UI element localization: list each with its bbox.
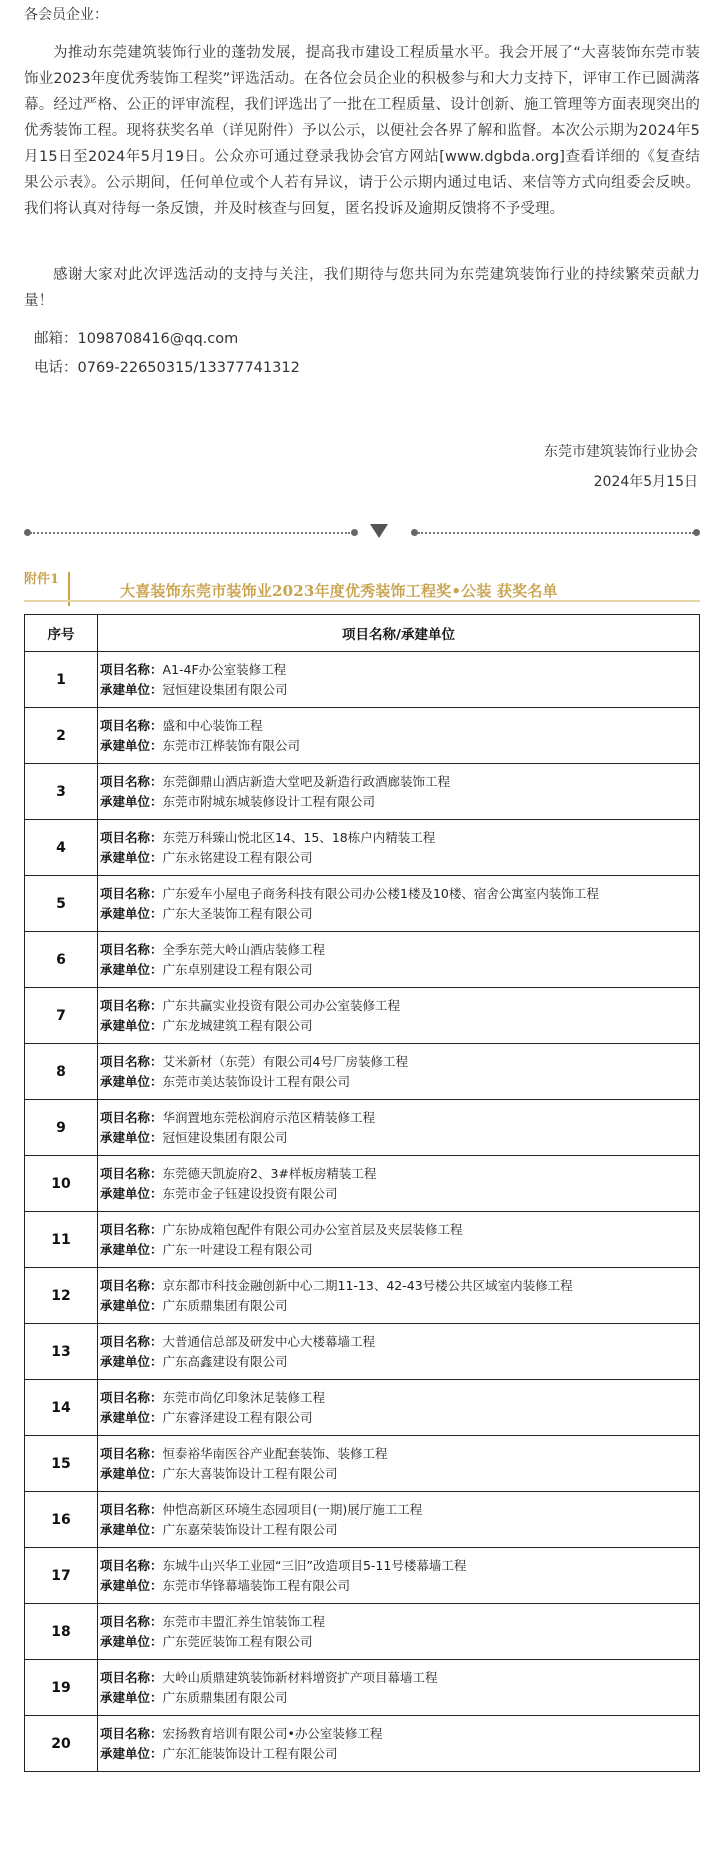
builder-name: 广东质鼎集团有限公司 [162, 1689, 288, 1705]
project-label: 项目名称： [100, 1053, 163, 1069]
row-number: 14 [25, 1380, 98, 1436]
builder-line [100, 904, 699, 924]
project-name: 盛和中心装饰工程 [162, 717, 263, 733]
builder-label: 承建单位： [100, 1465, 163, 1481]
builder-label: 承建单位： [100, 1241, 163, 1257]
builder-name: 东莞市美达装饰设计工程有限公司 [162, 1073, 351, 1089]
builder-line [100, 1240, 699, 1260]
row-info [98, 876, 700, 932]
project-line [100, 1668, 699, 1688]
table-row [25, 708, 700, 764]
builder-line [100, 736, 699, 756]
row-info [98, 1100, 700, 1156]
builder-name: 冠恒建设集团有限公司 [162, 1129, 288, 1145]
row-number: 2 [25, 708, 98, 764]
annex-title: 大喜装饰东莞市装饰业2023年度优秀装饰工程奖•公装 获奖名单 [120, 582, 558, 600]
notice-paragraph-1: 为推动东莞建筑装饰行业的蓬勃发展，提高我市建设工程质量水平。我会开展了“大喜装饰东莞市装饰业2023年度优秀装饰工程奖”评选活动。在各位会员企业的积极参与和大力支持下，评审工作已圆满落幕。经过严格、公正的评审流程，我们评选出了一批在工程质量、设计创新、施工管理等方面表现突出的优秀装饰工程。现将获奖名单（详见附件）予以公示，以便社会各界了解和监督。本次公示期为2024年5月15日至2024年5月19日。公众亦可通过登录我协会官方网站[www.dgbda.org]查看详细的《复查结果公示表》。公示期间，任何单位或个人若有异议，请于公示期内通过电话、来信等方式向组委会反映。我们将认真对待每一条反馈，并及时核查与回复，匿名投诉及逾期反馈将不予受理。 [24, 45, 700, 217]
row-number: 20 [25, 1716, 98, 1772]
builder-label: 承建单位： [100, 1129, 163, 1145]
project-name: 东莞德天凯旋府2、3#样板房精装工程 [162, 1165, 377, 1181]
row-info [98, 1436, 700, 1492]
builder-line [100, 1296, 699, 1316]
project-line [100, 1612, 699, 1632]
row-info [98, 1380, 700, 1436]
project-label: 项目名称： [100, 717, 163, 733]
builder-name: 广东大圣装饰工程有限公司 [162, 905, 313, 921]
builder-label: 承建单位： [100, 1633, 163, 1649]
table-row [25, 1268, 700, 1324]
project-line [100, 716, 699, 736]
builder-line [100, 848, 699, 868]
project-name: 恒泰裕华南医谷产业配套装饰、装修工程 [162, 1445, 388, 1461]
row-info [98, 820, 700, 876]
builder-name: 广东睿泽建设工程有限公司 [162, 1409, 313, 1425]
table-row [25, 1548, 700, 1604]
builder-name: 广东高鑫建设有限公司 [162, 1353, 288, 1369]
project-label: 项目名称： [100, 773, 163, 789]
down-arrow-icon [370, 524, 388, 538]
row-info [98, 1324, 700, 1380]
contact-phone: 电话：0769-22650315/13377741312 [34, 360, 300, 376]
row-number: 8 [25, 1044, 98, 1100]
table-row [25, 1100, 700, 1156]
builder-name: 广东汇能装饰设计工程有限公司 [162, 1745, 338, 1761]
project-line [100, 996, 699, 1016]
builder-name: 东莞市附城东城装修设计工程有限公司 [162, 793, 376, 809]
builder-label: 承建单位： [100, 793, 163, 809]
project-line [100, 1724, 699, 1744]
builder-label: 承建单位： [100, 1297, 163, 1313]
project-line [100, 1108, 699, 1128]
row-info [98, 1604, 700, 1660]
table-row [25, 1324, 700, 1380]
builder-name: 广东大喜装饰设计工程有限公司 [162, 1465, 338, 1481]
project-label: 项目名称： [100, 1669, 163, 1685]
project-line [100, 1220, 699, 1240]
row-number: 18 [25, 1604, 98, 1660]
row-info [98, 1492, 700, 1548]
project-line [100, 1332, 699, 1352]
row-info [98, 1212, 700, 1268]
project-label: 项目名称： [100, 1501, 163, 1517]
project-name: 大岭山质鼎建筑装饰新材料增资扩产项目幕墙工程 [162, 1669, 438, 1685]
header-project: 项目名称/承建单位 [98, 615, 700, 652]
row-number: 6 [25, 932, 98, 988]
row-info [98, 764, 700, 820]
builder-name: 广东一叶建设工程有限公司 [162, 1241, 313, 1257]
table-row [25, 1380, 700, 1436]
project-label: 项目名称： [100, 1333, 163, 1349]
row-number: 11 [25, 1212, 98, 1268]
table-row [25, 988, 700, 1044]
project-line [100, 1164, 699, 1184]
table-row [25, 932, 700, 988]
project-name: 广东爱车小屋电子商务科技有限公司办公楼1楼及10楼、宿舍公寓室内装饰工程 [162, 885, 599, 901]
row-number: 3 [25, 764, 98, 820]
row-number: 10 [25, 1156, 98, 1212]
builder-label: 承建单位： [100, 1409, 163, 1425]
row-info [98, 1716, 700, 1772]
row-info [98, 1548, 700, 1604]
builder-line [100, 1688, 699, 1708]
project-line [100, 1556, 699, 1576]
table-row [25, 1492, 700, 1548]
project-name: 东莞御鼎山酒店新造大堂吧及新造行政酒廊装饰工程 [162, 773, 451, 789]
project-label: 项目名称： [100, 1109, 163, 1125]
row-number: 13 [25, 1324, 98, 1380]
builder-label: 承建单位： [100, 737, 163, 753]
builder-label: 承建单位： [100, 1521, 163, 1537]
builder-line [100, 1016, 699, 1036]
project-name: 仲恺高新区环境生态园项目(一期)展厅施工工程 [162, 1501, 423, 1517]
row-number: 16 [25, 1492, 98, 1548]
project-line [100, 828, 699, 848]
table-row [25, 1604, 700, 1660]
builder-line [100, 792, 699, 812]
row-info [98, 1044, 700, 1100]
project-label: 项目名称： [100, 1445, 163, 1461]
project-label: 项目名称： [100, 1613, 163, 1629]
table-row [25, 1212, 700, 1268]
contact-email: 邮箱：1098708416@qq.com [34, 331, 239, 347]
project-name: 东莞市尚亿印象沐足装修工程 [162, 1389, 326, 1405]
builder-line [100, 1520, 699, 1540]
builder-name: 冠恒建设集团有限公司 [162, 681, 288, 697]
row-number: 17 [25, 1548, 98, 1604]
project-name: 东莞市丰盟汇养生馆装饰工程 [162, 1613, 326, 1629]
builder-line [100, 1184, 699, 1204]
project-name: 京东都市科技金融创新中心二期11-13、42-43号楼公共区域室内装修工程 [162, 1277, 573, 1293]
row-info [98, 652, 700, 708]
project-label: 项目名称： [100, 1557, 163, 1573]
project-line [100, 660, 699, 680]
builder-name: 东莞市华锋幕墙装饰工程有限公司 [162, 1577, 351, 1593]
project-name: 东莞万科臻山悦北区14、15、18栋户内精装工程 [162, 829, 436, 845]
builder-line [100, 1744, 699, 1764]
row-info [98, 932, 700, 988]
builder-line [100, 1352, 699, 1372]
project-name: 华润置地东莞松润府示范区精装修工程 [162, 1109, 376, 1125]
builder-label: 承建单位： [100, 1185, 163, 1201]
divider-dot [693, 529, 700, 536]
table-row [25, 820, 700, 876]
builder-label: 承建单位： [100, 1017, 163, 1033]
builder-label: 承建单位： [100, 905, 163, 921]
project-name: 东城牛山兴华工业园“三旧”改造项目5-11号楼幕墙工程 [162, 1557, 467, 1573]
table-row [25, 1044, 700, 1100]
builder-name: 广东嘉荣装饰设计工程有限公司 [162, 1521, 338, 1537]
project-name: 宏扬教育培训有限公司•办公室装修工程 [162, 1725, 383, 1741]
builder-name: 广东龙城建筑工程有限公司 [162, 1017, 313, 1033]
builder-label: 承建单位： [100, 961, 163, 977]
project-label: 项目名称： [100, 661, 163, 677]
divider-dot [351, 529, 358, 536]
project-line [100, 1052, 699, 1072]
builder-name: 广东质鼎集团有限公司 [162, 1297, 288, 1313]
row-number: 9 [25, 1100, 98, 1156]
awards-table-body [25, 652, 700, 1772]
row-info [98, 1660, 700, 1716]
project-label: 项目名称： [100, 1221, 163, 1237]
project-label: 项目名称： [100, 1389, 163, 1405]
project-line [100, 940, 699, 960]
header-number: 序号 [25, 615, 98, 652]
builder-line [100, 1072, 699, 1092]
row-number: 12 [25, 1268, 98, 1324]
table-row [25, 1716, 700, 1772]
builder-line [100, 1408, 699, 1428]
builder-label: 承建单位： [100, 1689, 163, 1705]
project-name: 大普通信总部及研发中心大楼幕墙工程 [162, 1333, 376, 1349]
divider-line [30, 532, 350, 534]
project-label: 项目名称： [100, 1165, 163, 1181]
project-label: 项目名称： [100, 941, 163, 957]
project-name: 艾米新材（东莞）有限公司4号厂房装修工程 [162, 1053, 408, 1069]
builder-line [100, 1632, 699, 1652]
row-number: 19 [25, 1660, 98, 1716]
project-line [100, 772, 699, 792]
row-number: 15 [25, 1436, 98, 1492]
row-info [98, 708, 700, 764]
builder-line [100, 960, 699, 980]
project-line [100, 884, 699, 904]
builder-line [100, 680, 699, 700]
builder-label: 承建单位： [100, 1353, 163, 1369]
project-label: 项目名称： [100, 997, 163, 1013]
project-name: A1-4F办公室装修工程 [162, 661, 287, 677]
project-name: 广东协成箱包配件有限公司办公室首层及夹层装修工程 [162, 1221, 463, 1237]
greeting: 各会员企业： [24, 7, 108, 23]
builder-label: 承建单位： [100, 1577, 163, 1593]
builder-name: 广东莞匠装饰工程有限公司 [162, 1633, 313, 1649]
divider-line [418, 532, 694, 534]
project-name: 广东共赢实业投资有限公司办公室装修工程 [162, 997, 401, 1013]
notice-paragraph-2: 感谢大家对此次评选活动的支持与关注，我们期待与您共同为东莞建筑装饰行业的持续繁荣贡献力量！ [24, 267, 700, 309]
builder-label: 承建单位： [100, 1073, 163, 1089]
row-info [98, 988, 700, 1044]
project-label: 项目名称： [100, 1277, 163, 1293]
builder-label: 承建单位： [100, 849, 163, 865]
builder-name: 东莞市金子钰建设投资有限公司 [162, 1185, 338, 1201]
builder-name: 广东卓别建设工程有限公司 [162, 961, 313, 977]
signature-date: 2024年5月15日 [593, 474, 698, 490]
row-number: 1 [25, 652, 98, 708]
builder-label: 承建单位： [100, 681, 163, 697]
table-row [25, 764, 700, 820]
signature-org: 东莞市建筑装饰行业协会 [544, 444, 698, 460]
project-label: 项目名称： [100, 829, 163, 845]
table-row [25, 1660, 700, 1716]
row-number: 4 [25, 820, 98, 876]
table-row [25, 876, 700, 932]
row-number: 7 [25, 988, 98, 1044]
builder-line [100, 1464, 699, 1484]
table-row [25, 652, 700, 708]
row-info [98, 1156, 700, 1212]
project-line [100, 1276, 699, 1296]
project-line [100, 1388, 699, 1408]
project-label: 项目名称： [100, 1725, 163, 1741]
annex-label: 附件1 [24, 572, 60, 587]
project-line [100, 1444, 699, 1464]
builder-name: 东莞市江桦装饰有限公司 [162, 737, 301, 753]
project-line [100, 1500, 699, 1520]
section-divider [24, 524, 700, 542]
row-number: 5 [25, 876, 98, 932]
table-row [25, 1436, 700, 1492]
row-info [98, 1268, 700, 1324]
builder-line [100, 1128, 699, 1148]
table-header-row [25, 615, 700, 652]
project-label: 项目名称： [100, 885, 163, 901]
builder-label: 承建单位： [100, 1745, 163, 1761]
builder-line [100, 1576, 699, 1596]
project-name: 全季东莞大岭山酒店装修工程 [162, 941, 326, 957]
divider-dot [411, 529, 418, 536]
awards-table [24, 614, 700, 1772]
table-row [25, 1156, 700, 1212]
builder-name: 广东永铭建设工程有限公司 [162, 849, 313, 865]
